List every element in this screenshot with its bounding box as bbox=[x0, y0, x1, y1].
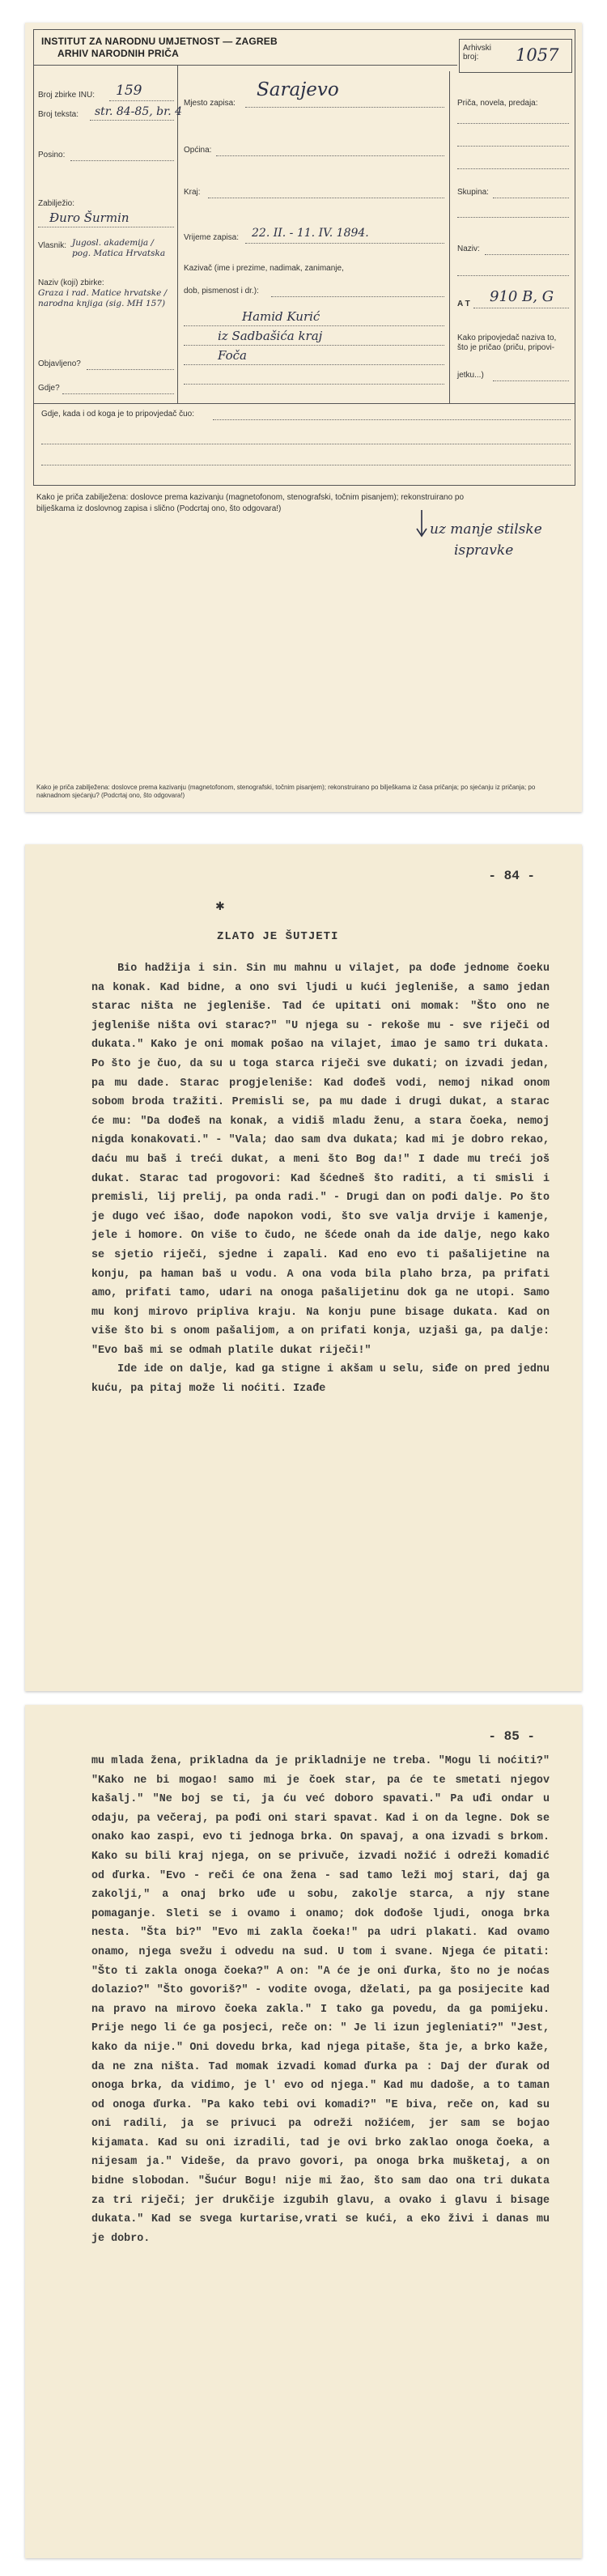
vrijeme-value: 22. II. - 11. IV. 1894. bbox=[252, 227, 369, 240]
hand-note-2: ispravke bbox=[454, 542, 514, 559]
typed-page-85 bbox=[25, 1705, 582, 2558]
page-number: - 85 - bbox=[488, 1729, 535, 1744]
dob-label: dob, pismenost i dr.): bbox=[184, 287, 259, 295]
kazivac-line-2 bbox=[184, 345, 444, 346]
gdje-kada-line-1 bbox=[213, 419, 571, 420]
star-icon: ✱ bbox=[215, 899, 225, 912]
paragraph: mu mlada žena, prikladna da je prikladnije ne treba. "Mogu li noćiti?" "Kako ne bi mogao! samo mi je čoek star, pa će te smetati njegov kašalj." "Ne boj se ti, ja ću već doboro spavati." Pa uđi ondar u odaju, pa večeraj, pa pođi oni stari spavat. Kad i on da legne. Dok se onako kao zaspi, evo ti jednoga brka. On spavaj, a ona izvadi s brkom. Kako su bili kraj njega, on se privuče, izvadi nožić i odreži komadić od ďurka. "Evo - reči će ona žena - sad tamo leži moj stari, daj ga zakolji," a onaj brko uđe u sobu, zakolje starca, a njy stane pomaganje. Sleti se i ovamo i onamo; dok dođoše ljudi, onoga brka nesta. "Šta bi?" "Evo mi zakla čoeka!" pa udri plakati. Kad ovamo onamo, njega svežu i odvedu na sud. U tom i svane. Njega će pitati: "Što ti zakla onoga čoeka?" A on: "A će je oni ďurka, što no je noćas dolazio?" "Što govoriš?" - vodite ovoga, dželati, pa ga posijecite kad na pravo na mirovo čoeka zakla." I tako ga povedu, da ga pomijeku. Prije nego li će ga posjeci, reče on: " Je li izun jegleniati?" "Jest, kako da nije." Oni dovedu brka, kad njega pitaše, šta je, a brko kaže, da ne zna ništa. Tad momak izvadi komad ďurka pa : Daj der ďurak od onoga brka, da vidimo, je l' evo od njega." Kad mu dadoše, a to taman od onoga ďurka. "Pa kako tebi ovi komadi?" "E biva, reče on, kad su oni radili, ja se privuci pa odreži nožićem, jer sam se bojao kijamata. Kad su oni izradili, tad je ovi brko zaklao onoga čoeka, a nijesam ja." Videše, da pravo govori, pa onoga brka mušketaj, a on bidne slobodan. "Šućur Bogu! nije mi žao, što sam dao ona tri dukata za tri riječi; jer drukčije izgubih glavu, a ovako i glavu i bisage dukata." Kad se svega kurtarise,vrati se kući, a eko živi i danas mu je dobro. bbox=[91, 1755, 550, 2245]
posino-label: Posino: bbox=[38, 151, 66, 159]
kazivac-value-3: Foča bbox=[218, 348, 247, 363]
kraj-label: Kraj: bbox=[184, 188, 201, 197]
naziv-zbirke-label: Naziv (koji) zbirke: bbox=[38, 278, 104, 287]
zabiljezio-value: Đuro Šurmin bbox=[49, 210, 129, 225]
naziv-zbirke-value: Graza i rad. Matice hrvatske / narodna knjiga (sig. MH 157) bbox=[38, 288, 168, 308]
dob-line bbox=[271, 296, 444, 297]
at-label: A T bbox=[457, 300, 470, 308]
kako-label-1: Kako pripovjedač naziva to, bbox=[457, 334, 557, 342]
archive-number-value: 1057 bbox=[516, 45, 559, 65]
skupina-label: Skupina: bbox=[457, 188, 489, 197]
mjesto-value: Sarajevo bbox=[257, 79, 339, 100]
mjesto-label: Mjesto zapisa: bbox=[184, 99, 236, 108]
mjesto-line bbox=[245, 107, 444, 108]
vrijeme-line bbox=[245, 243, 444, 244]
kazivac-value-2: iz Sadbašića kraj bbox=[218, 329, 323, 343]
typed-page-84 bbox=[25, 844, 582, 1691]
opcina-label: Općina: bbox=[184, 146, 212, 155]
zapis-note-full: Kako je priča zabilježena: doslovce prema kazivanju (magnetofonom, stenografski, točnim pisanjem); rekonstruirano po bilješkama iz časa pričanja; po sjećanju iz pričanja; po naknadnom sjećanju? (Podcrtaj ono, što odgovara!) bbox=[36, 784, 536, 799]
kako-label-2: što je pričao (priču, pripovi- bbox=[457, 343, 555, 352]
index-card bbox=[25, 23, 582, 812]
kazivac-line-3 bbox=[184, 364, 444, 365]
zapis-note-1: Kako je priča zabilježena: doslovce prema kazivanju (magnetofonom, stenografski, točnim pisanjem); rekonstruirano po bbox=[36, 493, 465, 502]
vlasnik-value: Jugosl. akademija / pog. Matica Hrvatska bbox=[72, 238, 166, 258]
story-text bbox=[91, 959, 550, 1399]
kazivac-line-1 bbox=[184, 325, 444, 326]
zbirka-line bbox=[109, 100, 174, 101]
teksta-line bbox=[90, 120, 174, 121]
institution-line-2: ARHIV NARODNIH PRIČA bbox=[57, 48, 180, 59]
header-divider bbox=[33, 65, 457, 66]
gdje-kada-label: Gdje, kada i od koga je to pripovjedač čuo: bbox=[41, 410, 195, 419]
vrijeme-label: Vrijeme zapisa: bbox=[184, 233, 239, 242]
kazivac-value-1: Hamid Kurić bbox=[242, 309, 320, 324]
page-number: - 84 - bbox=[488, 869, 535, 883]
posino-line bbox=[70, 160, 174, 161]
prica-line-2 bbox=[457, 146, 569, 147]
objavljeno-line bbox=[87, 369, 174, 370]
archive-number-label: Arhivski broj: bbox=[463, 44, 492, 62]
kazivac-label: Kazivač (ime i prezime, nadimak, zanimanje, bbox=[184, 264, 344, 273]
column-divider-right bbox=[449, 71, 450, 403]
at-value: 910 B, G bbox=[490, 288, 554, 305]
prica-line-3 bbox=[457, 168, 569, 169]
skupina-line-2 bbox=[457, 217, 569, 218]
zbirka-label: Broj zbirke INU: bbox=[38, 91, 96, 100]
kazivac-line-4 bbox=[184, 384, 444, 385]
kako-label-3: jetku...) bbox=[457, 371, 484, 380]
story-text bbox=[91, 1752, 550, 2248]
vlasnik-label: Vlasnik: bbox=[38, 241, 67, 250]
prica-label: Priča, novela, predaja: bbox=[457, 99, 538, 108]
prica-line-1 bbox=[457, 123, 569, 124]
naziv-label: Naziv: bbox=[457, 244, 480, 253]
paragraph: Bio hadžija i sin. Sin mu mahnu u vilajet, pa dođe jednome čoeku na konak. Kad bidne, a ono svi ljudi u kući jegleniše, a samo jedan starac ništa ne jegleniše. Tad će upitati oni momak: "Što ono ne jegleniše ništa ovi starac?" "U njega su - rekoše mu - sve riječi od dukata." Kako je oni momak pošao na vilajet, imao je samo tri dukata. Po što je čuo, da su u toga starca riječi sve dukati; on izvadi jedan, pa mu dade. Starac progjeleniše: Kad dođeš vodi, nemoj nikad onom sobom broda tražiti. Premisli se, pa mu dade i drugi dukat, a starac će mu: "Da dođeš na konak, a vidiš mladu ženu, a stara čoeka, nemoj nigda konakovati." - "Vala; dao sam dva dukata; kad mi je dobro rekao, daću mu baš i treći dukat, a meni što Bog da!" I dade mu treći još dukat. Starac tad progovori: Kad šćedneš što raditi, a ti smisli i premisli, lij prelij, pa onda radi." - Drugi dan on pođi dalje. Po što je dugo već išao, dođe napokon vodi, što sve valja drvije i kamenje, jele i homore. On više to čudo, ne šćede onah da ide dalje, nego kako se sjetio riječi, sjedne i zapali. Kad eno evo ti pašalijetine na konju, pa haman baš u vodu. A ona voda bila plaho brza, pa prifati amo, prifati tamo, udari na onoga pašalijetinu dok ga ne utopi. Samo mu konj mirovo pripliva kraju. Na konju pune bisage dukata. Kad on više što bi s onom pašalijom, a on prifati konja, uzjaši ga, pa dalje: "Evo baš mi se odmah platile dukat riječi!" bbox=[91, 963, 550, 1357]
story-title: ZLATO JE ŠUTJETI bbox=[217, 930, 339, 943]
zbirka-value: 159 bbox=[116, 83, 142, 99]
card-mid-divider bbox=[33, 403, 575, 404]
zabiljezio-label: Zabilježio: bbox=[38, 199, 75, 208]
institution-line-1: INSTITUT ZA NARODNU UMJETNOST — ZAGREB bbox=[41, 36, 278, 47]
kako-line bbox=[493, 380, 569, 381]
gdje-line bbox=[62, 393, 174, 394]
hand-note-1: uz manje stilske bbox=[430, 521, 542, 538]
teksta-value: str. 84-85, br. 4 bbox=[95, 105, 183, 118]
teksta-label: Broj teksta: bbox=[38, 110, 79, 119]
naziv-line-2 bbox=[457, 275, 569, 276]
objavljeno-label: Objavljeno? bbox=[38, 359, 81, 368]
paragraph: Ide ide on dalje, kad ga stigne i akšam u selu, siđe on pred jednu kuću, pa pitaj može li noćiti. Izađe bbox=[91, 1363, 550, 1396]
zapis-note-2: bilješkama iz doslovnog zapisa i slično (Podcrtaj ono, što odgovara!) bbox=[36, 504, 282, 513]
naziv-line bbox=[485, 254, 569, 255]
opcina-line bbox=[216, 155, 444, 156]
gdje-label: Gdje? bbox=[38, 384, 60, 393]
